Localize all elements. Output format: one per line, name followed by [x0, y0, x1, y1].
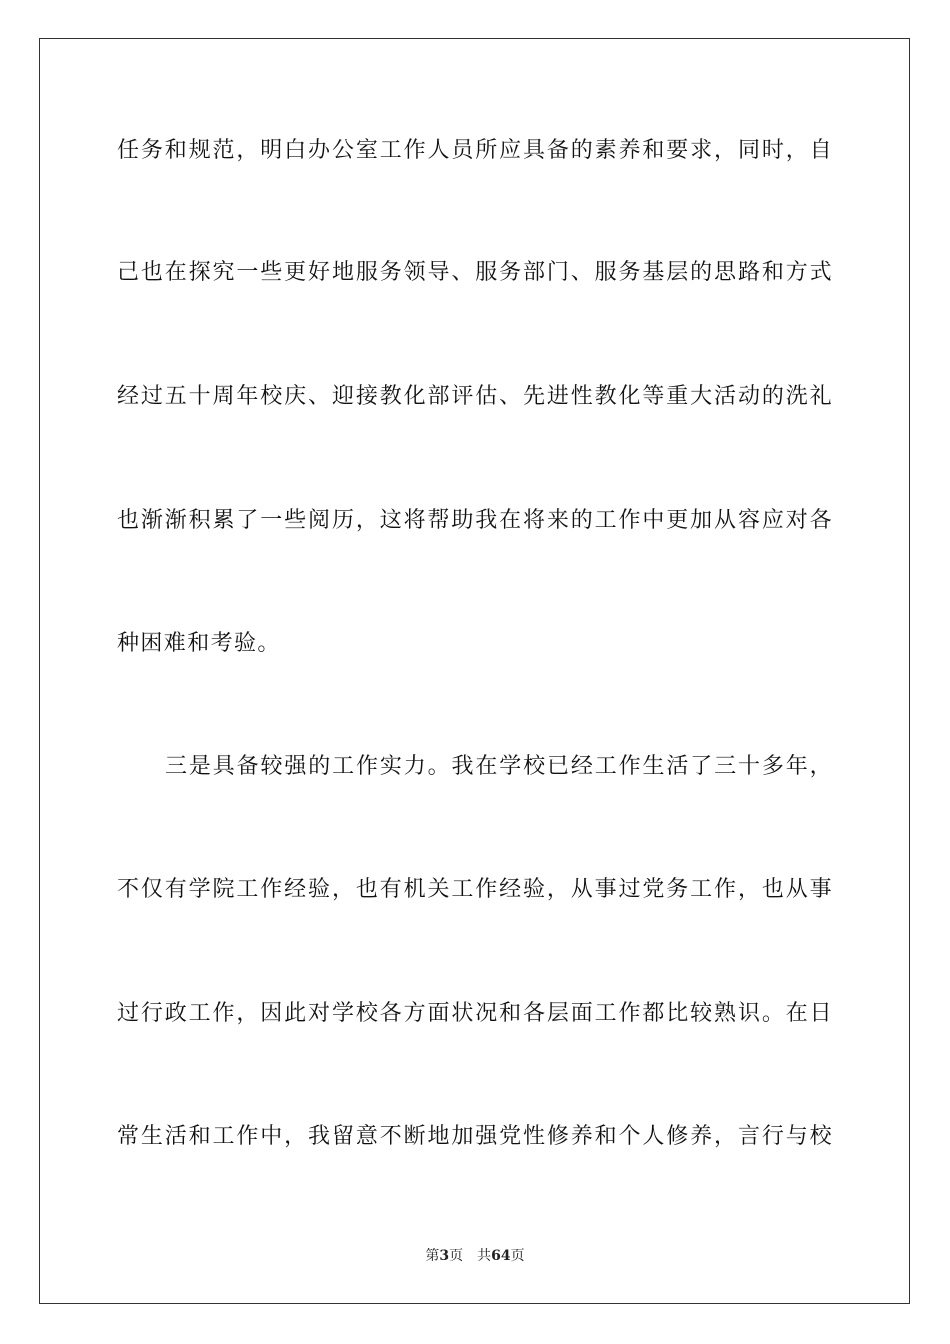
- page-prefix: 第: [425, 1248, 440, 1264]
- body-text-line: 己也在探究一些更好地服务领导、服务部门、服务基层的思路和方式: [117, 260, 833, 285]
- paragraph-first-line: 三是具备较强的工作实力。我在学校已经工作生活了三十多年，: [165, 754, 833, 779]
- body-text-line: 任务和规范，明白办公室工作人员所应具备的素养和要求，同时，自: [117, 138, 833, 163]
- body-text-line: 也渐渐积累了一些阅历，这将帮助我在将来的工作中更加从容应对各: [117, 508, 833, 533]
- total-prefix: 共: [477, 1248, 492, 1264]
- body-text-line: 不仅有学院工作经验，也有机关工作经验，从事过党务工作，也从事: [117, 877, 833, 902]
- page-number: 3: [439, 1248, 450, 1264]
- body-text-line: 常生活和工作中，我留意不断地加强党性修养和个人修养，言行与校: [117, 1124, 833, 1149]
- total-suffix: 页: [510, 1248, 525, 1264]
- total-pages: 64: [491, 1248, 511, 1264]
- page-footer: [0, 1246, 950, 1266]
- body-text-line: 种困难和考验。: [117, 631, 281, 656]
- body-text-line: 过行政工作，因此对学校各方面状况和各层面工作都比较熟识。在日: [117, 1001, 833, 1026]
- page-suffix: 页: [449, 1248, 464, 1264]
- page-border: [39, 38, 910, 1304]
- body-text-line: 经过五十周年校庆、迎接教化部评估、先进性教化等重大活动的洗礼: [117, 384, 833, 409]
